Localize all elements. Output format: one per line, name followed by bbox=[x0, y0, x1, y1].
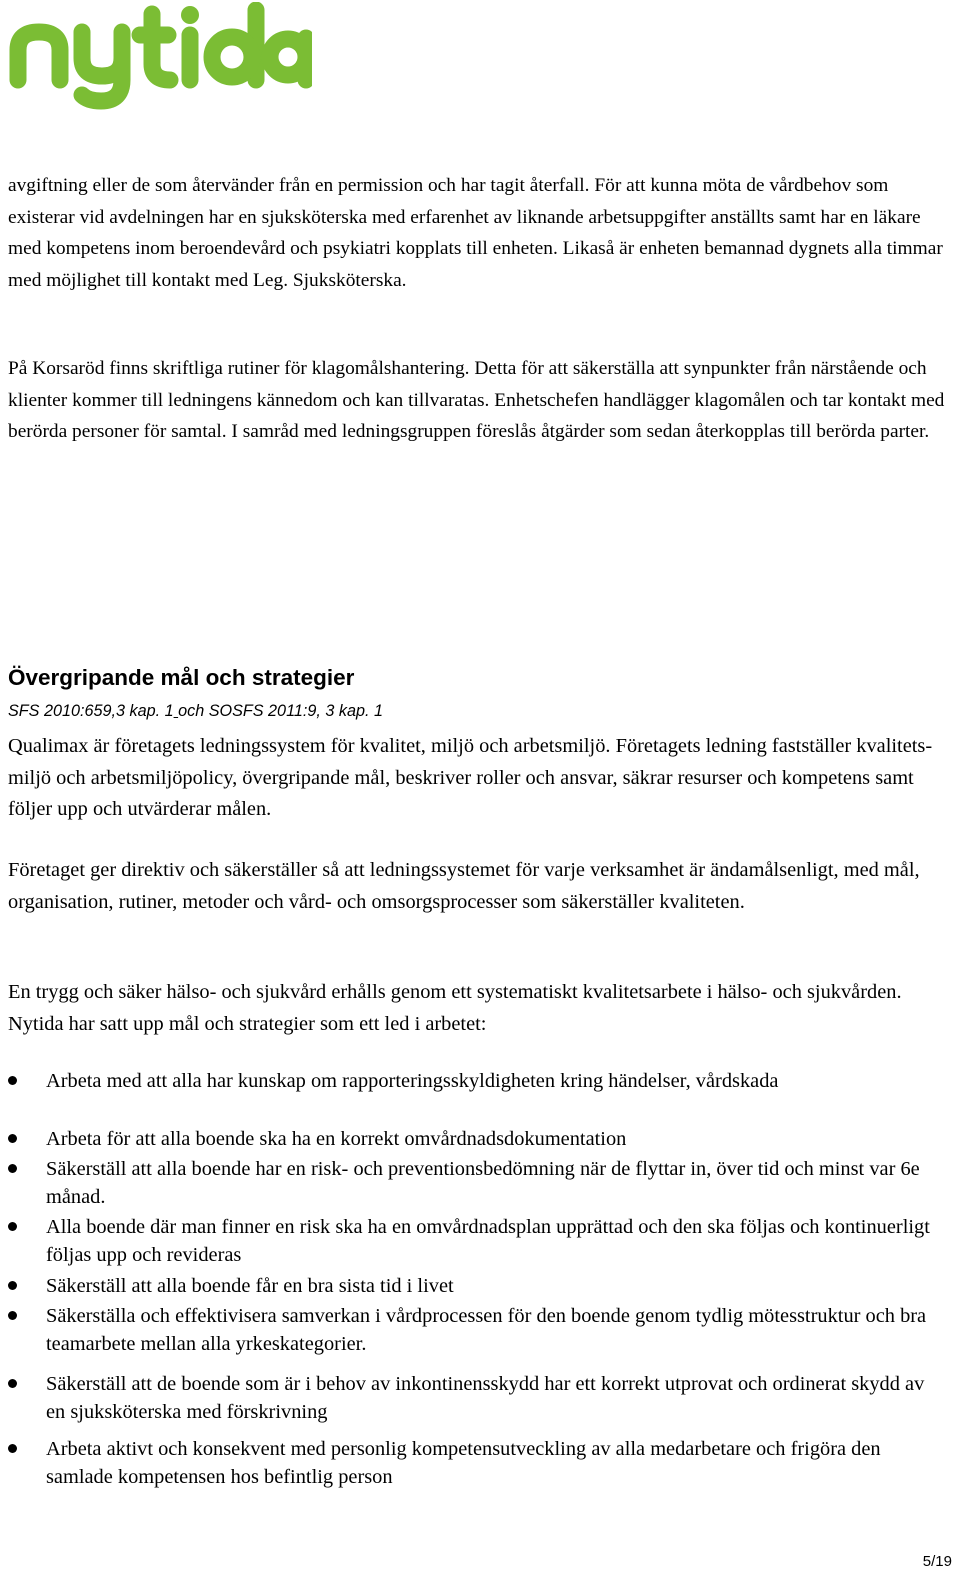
section-heading: Övergripande mål och strategier bbox=[8, 665, 355, 690]
list-item bbox=[0, 1067, 930, 1095]
quality-work-paragraph: En trygg och säker hälso- och sjukvård erhålls genom ett systematiskt kvalitetsarbete i hälso- och sjukvården. Nytida har satt upp mål och strategier som ett led i arbetet: bbox=[8, 981, 902, 1035]
list-item-text: Säkerställ att alla boende får en bra sista tid i livet bbox=[46, 1275, 454, 1297]
list-item-text: Säkerställ att de boende som är i behov av inkontinensskydd har ett korrekt utprovat och ordinerat skydd av en sjuksköterska med förskrivning bbox=[46, 1373, 925, 1423]
list-item bbox=[0, 1213, 930, 1269]
page-number: 5/19 bbox=[922, 1553, 952, 1570]
list-item bbox=[0, 1302, 930, 1358]
list-item-text: Arbeta för att alla boende ska ha en korrekt omvårdnadsdokumentation bbox=[46, 1128, 627, 1150]
bullet-icon bbox=[8, 1076, 17, 1085]
qualimax-paragraph: Qualimax är företagets ledningssystem för kvalitet, miljö och arbetsmiljö. Företagets ledning fastställer kvalitets- miljö och arbetsmiljöpolicy, övergripande mål, beskriver roller och ansvar, säkrar resurser och kompetens samt följer upp och utvärderar målen. bbox=[8, 735, 933, 820]
intro-paragraph: avgiftning eller de som återvänder från en permission och har tagit återfall. För att kunna möta de vårdbehov som existerar vid avdelningen har en sjuksköterska med erfarenhet av liknande arbetsuppgifter anställts samt har en läkare med kompetens inom beroendevård och psykiatri kopplats till enheten. Likaså är enheten bemannad dygnets alla timmar med möjlighet till kontakt med Leg. Sjuksköterska. bbox=[8, 175, 943, 291]
bullet-icon bbox=[8, 1311, 17, 1320]
bullet-icon bbox=[8, 1134, 17, 1143]
list-item bbox=[0, 1272, 930, 1300]
list-item-text: Säkerställa och effektivisera samverkan i vårdprocessen för den boende genom tydlig mötesstruktur och bra teamarbete mellan alla yrkeskategorier. bbox=[46, 1305, 927, 1355]
bullet-icon bbox=[8, 1281, 17, 1290]
list-item-text: Arbeta med att alla har kunskap om rapporteringsskyldigheten kring händelser, vårdskada bbox=[46, 1070, 779, 1092]
list-item bbox=[0, 1125, 930, 1153]
bullet-icon bbox=[8, 1164, 17, 1173]
list-item-text: Säkerställ att alla boende har en risk- och preventionsbedömning när de flyttar in, över tid och minst var 6e månad. bbox=[46, 1158, 920, 1208]
directives-paragraph: Företaget ger direktiv och säkerställer så att ledningssystemet för varje verksamhet är ändamålsenligt, med mål, organisation, rutiner, metoder och vård- och omsorgsprocesser som säkerställer kvaliteten. bbox=[8, 859, 920, 913]
complaints-paragraph: På Korsaröd finns skriftliga rutiner för klagomålshantering. Detta för att säkerställa att synpunkter från närstående och klienter kommer till ledningens kännedom och kan tillvaratas. Enhetschefen handlägger klagomålen och tar kontakt med berörda personer för samtal. I samråd med ledningsgruppen föreslås åtgärder som sedan återkopplas till berörda parter. bbox=[8, 358, 945, 442]
list-item bbox=[0, 1435, 930, 1491]
bullet-icon bbox=[8, 1444, 17, 1453]
list-item-text: Arbeta aktivt och konsekvent med personlig kompetensutveckling av alla medarbetare och frigöra den samlade kompetensen hos befintlig person bbox=[46, 1438, 881, 1488]
reference-part-b: och SOSFS 2011:9, 3 kap. 1 bbox=[178, 702, 383, 720]
list-item bbox=[0, 1370, 930, 1426]
bullet-icon bbox=[8, 1222, 17, 1231]
reference-part-a: SFS 2010:659,3 kap. 1 bbox=[8, 702, 174, 720]
section-reference bbox=[8, 700, 383, 722]
bullet-icon bbox=[8, 1379, 17, 1388]
list-item-text: Alla boende där man finner en risk ska ha en omvårdnadsplan upprättad och den ska följas och kontinuerligt följas upp och revideras bbox=[46, 1216, 930, 1266]
nytida-logo bbox=[6, 2, 312, 110]
list-item bbox=[0, 1155, 930, 1211]
